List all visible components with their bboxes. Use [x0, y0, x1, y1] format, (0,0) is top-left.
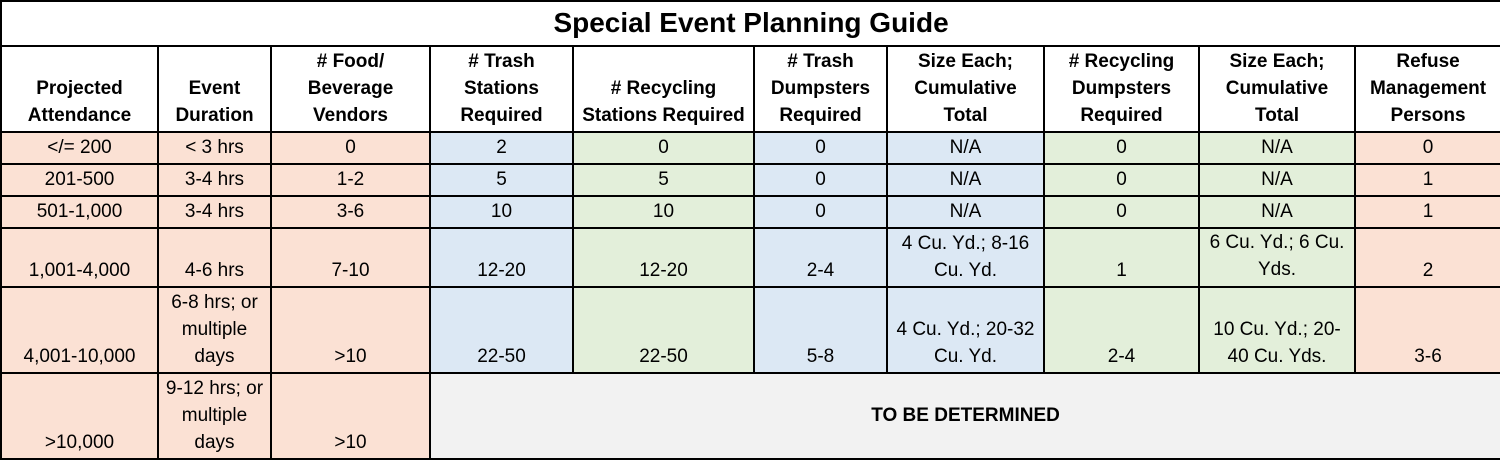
table-row: [1, 132, 1500, 164]
cell-attendance: 201-500: [1, 164, 158, 196]
header-refuse-persons: Refuse Management Persons: [1355, 46, 1500, 132]
cell-trash-size: N/A: [887, 164, 1044, 196]
table-title: Special Event Planning Guide: [1, 1, 1500, 46]
cell-trash-size: N/A: [887, 132, 1044, 164]
cell-attendance: 501-1,000: [1, 196, 158, 228]
cell-refuse-persons: 1: [1355, 196, 1500, 228]
header-trash-stations: # Trash Stations Required: [430, 46, 573, 132]
cell-trash-stations: 5: [430, 164, 573, 196]
table-row: [1, 373, 1500, 459]
cell-vendors: 7-10: [271, 228, 430, 287]
cell-recycling-size: N/A: [1199, 196, 1355, 228]
cell-recycling-size: 10 Cu. Yd.; 20-40 Cu. Yds.: [1199, 287, 1355, 373]
cell-refuse-persons: 3-6: [1355, 287, 1500, 373]
header-trash-size: Size Each; Cumulative Total: [887, 46, 1044, 132]
header-food-vendors: # Food/ Beverage Vendors: [271, 46, 430, 132]
cell-refuse-persons: 1: [1355, 164, 1500, 196]
table-row: [1, 164, 1500, 196]
cell-duration: 9-12 hrs; or multiple days: [158, 373, 271, 459]
cell-attendance: </= 200: [1, 132, 158, 164]
cell-trash-stations: 10: [430, 196, 573, 228]
table-row: [1, 287, 1500, 373]
header-recycling-dumpsters: # Recycling Dumpsters Required: [1044, 46, 1199, 132]
cell-attendance: >10,000: [1, 373, 158, 459]
header-row: [1, 46, 1500, 132]
cell-recycling-stations: 22-50: [573, 287, 754, 373]
to-be-determined-cell: TO BE DETERMINED: [430, 373, 1500, 459]
table-row: [1, 228, 1500, 287]
cell-vendors: 3-6: [271, 196, 430, 228]
cell-vendors: >10: [271, 373, 430, 459]
cell-recycling-stations: 0: [573, 132, 754, 164]
cell-duration: 3-4 hrs: [158, 196, 271, 228]
cell-attendance: 1,001-4,000: [1, 228, 158, 287]
cell-trash-size: N/A: [887, 196, 1044, 228]
cell-recycling-dumpsters: 0: [1044, 164, 1199, 196]
header-recycling-stations: # Recycling Stations Required: [573, 46, 754, 132]
cell-trash-dumpsters: 0: [754, 196, 887, 228]
cell-duration: < 3 hrs: [158, 132, 271, 164]
cell-trash-stations: 2: [430, 132, 573, 164]
cell-recycling-stations: 10: [573, 196, 754, 228]
cell-vendors: 0: [271, 132, 430, 164]
cell-attendance: 4,001-10,000: [1, 287, 158, 373]
cell-recycling-dumpsters: 1: [1044, 228, 1199, 287]
cell-vendors: 1-2: [271, 164, 430, 196]
cell-duration: 6-8 hrs; or multiple days: [158, 287, 271, 373]
cell-duration: 3-4 hrs: [158, 164, 271, 196]
cell-vendors: >10: [271, 287, 430, 373]
cell-recycling-dumpsters: 2-4: [1044, 287, 1199, 373]
cell-trash-stations: 22-50: [430, 287, 573, 373]
cell-trash-size: 4 Cu. Yd.; 20-32 Cu. Yd.: [887, 287, 1044, 373]
cell-refuse-persons: 2: [1355, 228, 1500, 287]
cell-recycling-size: N/A: [1199, 132, 1355, 164]
cell-trash-dumpsters: 0: [754, 132, 887, 164]
cell-recycling-dumpsters: 0: [1044, 132, 1199, 164]
cell-trash-stations: 12-20: [430, 228, 573, 287]
cell-duration: 4-6 hrs: [158, 228, 271, 287]
header-recycling-size: Size Each; Cumulative Total: [1199, 46, 1355, 132]
cell-recycling-stations: 12-20: [573, 228, 754, 287]
cell-trash-size: 4 Cu. Yd.; 8-16 Cu. Yd.: [887, 228, 1044, 287]
cell-trash-dumpsters: 5-8: [754, 287, 887, 373]
table-row: [1, 196, 1500, 228]
header-projected-attendance: Projected Attendance: [1, 46, 158, 132]
cell-recycling-dumpsters: 0: [1044, 196, 1199, 228]
cell-trash-dumpsters: 0: [754, 164, 887, 196]
cell-recycling-stations: 5: [573, 164, 754, 196]
cell-trash-dumpsters: 2-4: [754, 228, 887, 287]
cell-recycling-size: N/A: [1199, 164, 1355, 196]
header-event-duration: Event Duration: [158, 46, 271, 132]
cell-refuse-persons: 0: [1355, 132, 1500, 164]
header-trash-dumpsters: # Trash Dumpsters Required: [754, 46, 887, 132]
cell-recycling-size: 6 Cu. Yd.; 6 Cu. Yds.: [1199, 228, 1355, 287]
